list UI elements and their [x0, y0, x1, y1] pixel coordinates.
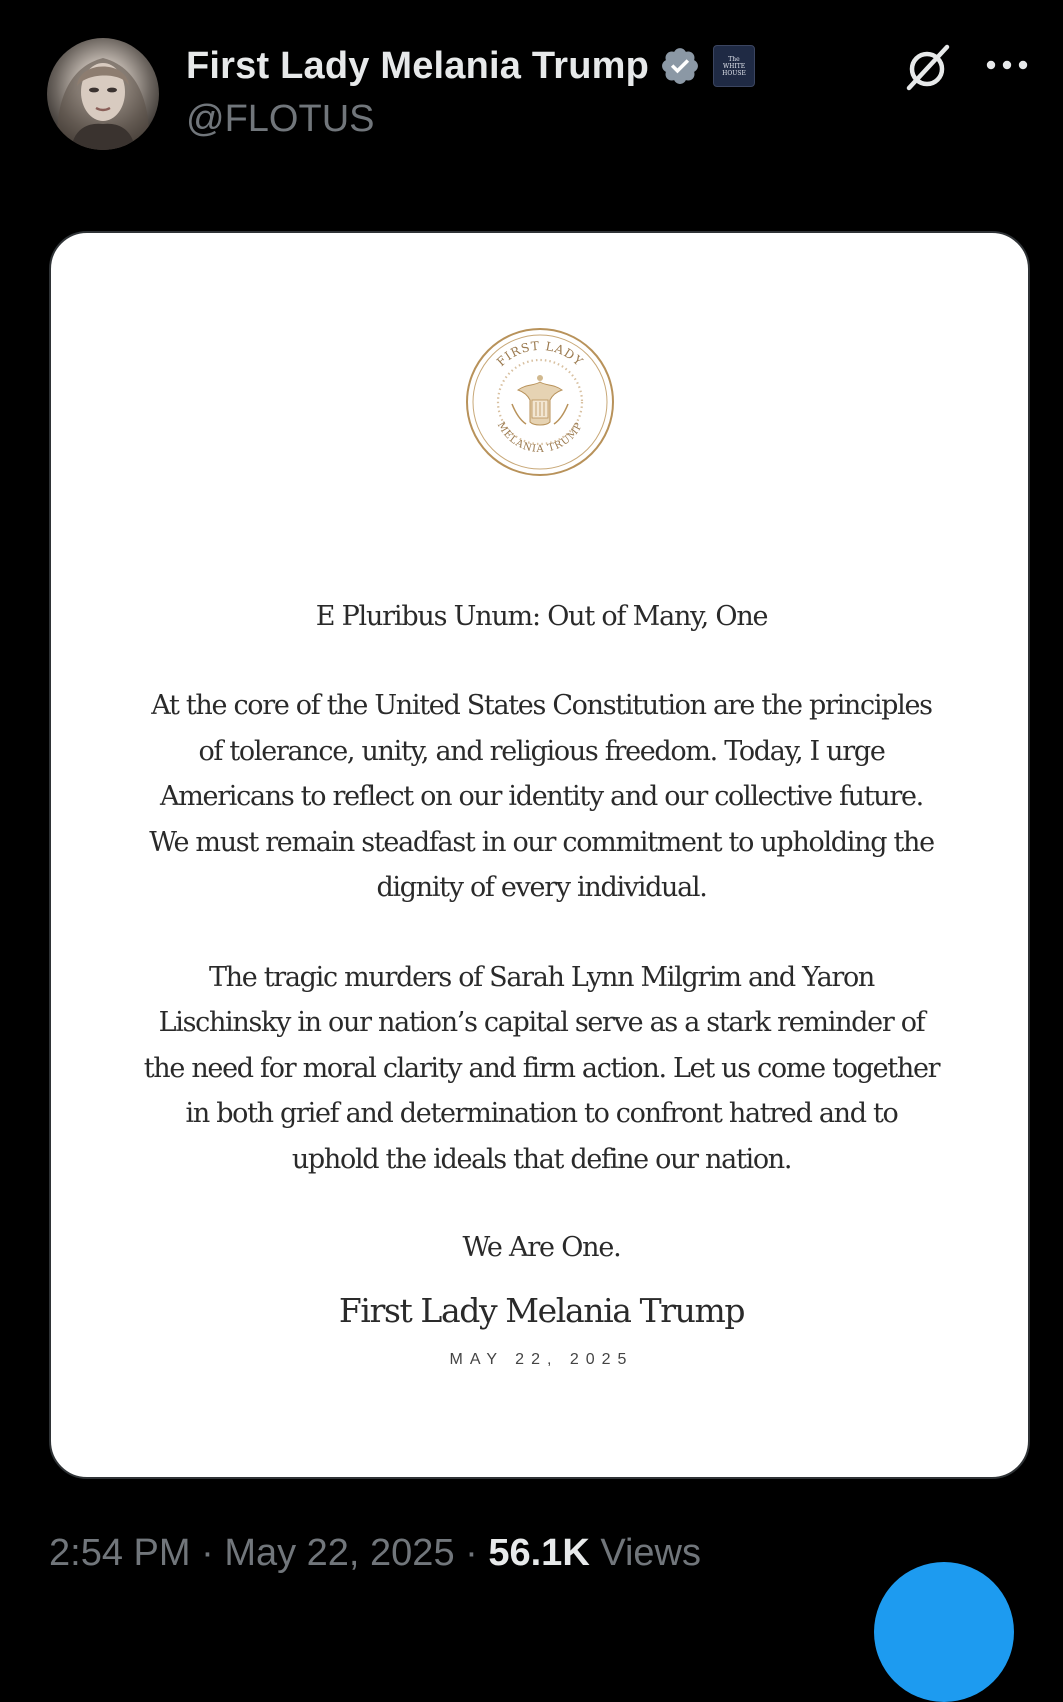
post-date[interactable]: May 22, 2025 — [224, 1532, 455, 1574]
post-image-card[interactable] — [49, 231, 1030, 1479]
letter-closing: We Are One. — [462, 1232, 621, 1263]
seal-top-text: FIRST LADY — [493, 338, 587, 370]
avatar-portrait-icon — [47, 38, 159, 150]
compose-fab-button[interactable] — [874, 1562, 1014, 1702]
grok-icon[interactable] — [900, 40, 954, 94]
letter-paragraph-2: The tragic murders of Sarah Lynn Milgrim and Yaron Lischinsky in our nation’s capital serve as a stark reminder of the need for moral clarity and firm action. Let us come together in both grief and determination to confront hatred and to uphold the ideals that define our nation. — [143, 961, 940, 1175]
letter-heading: E Pluribus Unum: Out of Many, One — [315, 601, 768, 632]
statement-letter — [51, 595, 1030, 1270]
letter-signature: First Lady Melania Trump — [338, 1291, 745, 1330]
affiliate-badge-line3: HOUSE — [722, 69, 746, 77]
avatar[interactable] — [47, 38, 159, 150]
post-header — [0, 0, 1063, 200]
views-count[interactable]: 56.1K — [488, 1532, 590, 1574]
seal-bottom-text: MELANIA TRUMP — [494, 420, 586, 456]
display-name[interactable]: First Lady Melania Trump — [186, 44, 650, 87]
meta-separator-1: · — [190, 1532, 225, 1574]
post-time[interactable]: 2:54 PM — [49, 1532, 191, 1574]
affiliate-badge-line1: The — [728, 55, 740, 63]
meta-separator-2: · — [454, 1532, 489, 1574]
letter-date: MAY 22, 2025 — [449, 1351, 634, 1368]
user-handle[interactable]: @FLOTUS — [186, 98, 375, 140]
name-row — [186, 40, 755, 92]
affiliate-badge-line2: WHITE — [722, 62, 746, 70]
letter-paragraph-1: At the core of the United States Constitution are the principles of tolerance, unity, and religious freedom. Today, I urge Americans to reflect on our identity and our collective future. We must remain steadfast in our commitment to upholding the dignity of every individual. — [149, 690, 934, 903]
verified-badge-icon[interactable] — [659, 45, 701, 87]
first-lady-seal-icon — [464, 326, 616, 478]
post-metadata — [49, 1532, 701, 1575]
views-label: Views — [589, 1532, 702, 1574]
white-house-affiliate-badge[interactable] — [713, 45, 755, 87]
more-options-icon[interactable] — [985, 52, 1029, 78]
